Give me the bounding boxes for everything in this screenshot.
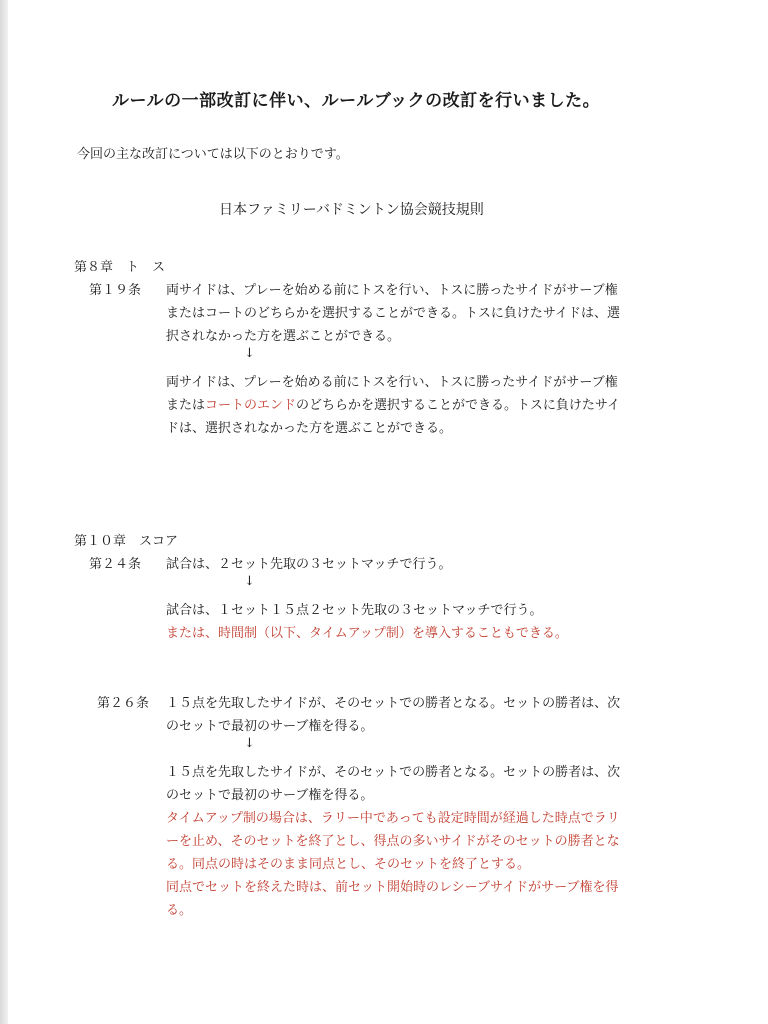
article19-before-line: 両サイドは、プレーを始める前にトスを行い、トスに勝ったサイドがサーブ権: [166, 283, 618, 298]
article19-after-line: 両サイドは、プレーを始める前にトスを行い、トスに勝ったサイドがサーブ権: [166, 375, 618, 390]
article26-added-line: る。同点の時はそのまま同点とし、そのセットを終了とする。: [166, 857, 531, 872]
article26-added-line: 同点でセットを終えた時は、前セット開始時のレシーブサイドがサーブ権を得: [166, 880, 619, 895]
article19-label: 第１９条: [89, 283, 142, 298]
chapter8-heading: 第８章 ト ス: [74, 260, 166, 275]
article26-label: 第２６条: [97, 696, 150, 711]
document-page: [8, 0, 768, 1024]
article26-after-line: １５点を先取したサイドが、そのセットでの勝者となる。セットの勝者は、次: [166, 765, 621, 780]
article19-before-line: またはコートのどちらかを選択することができる。トスに負けたサイドは、選: [166, 306, 620, 321]
article24-added: または、時間制（以下、タイムアップ制）を導入することもできる。: [166, 626, 568, 641]
article26-before-line: １５点を先取したサイドが、そのセットでの勝者となる。セットの勝者は、次: [166, 696, 621, 711]
article26-added-line: タイムアップ制の場合は、ラリー中であっても設定時間が経過した時点でラリ: [166, 811, 620, 826]
page-edge: [0, 0, 8, 1024]
article26-added-line: ーを止め、そのセットを終了とし、得点の多いサイドがそのセットの勝者とな: [166, 834, 620, 849]
down-arrow-icon: ↓: [244, 346, 255, 361]
intro-text: 今回の主な改訂については以下のとおりです。: [77, 147, 349, 162]
article24-after: 試合は、１セット１５点２セット先取の３セットマッチで行う。: [166, 603, 543, 618]
document-subtitle: 日本ファミリーバドミントン協会競技規則: [219, 202, 484, 218]
article26-before-line: のセットで最初のサーブ権を得る。: [166, 719, 374, 734]
article24-label: 第２４条: [89, 557, 142, 572]
article19-after-line: ドは、選択されなかった方を選ぶことができる。: [166, 421, 453, 436]
article24-before: 試合は、２セット先取の３セットマッチで行う。: [166, 557, 452, 572]
down-arrow-icon: ↓: [244, 736, 255, 751]
after-text: または: [166, 398, 206, 413]
article26-after-line: のセットで最初のサーブ権を得る。: [166, 788, 374, 803]
document-title: ルールの一部改訂に伴い、ルールブックの改訂を行いました。: [112, 91, 601, 111]
article19-before-line: 択されなかった方を選ぶことができる。: [166, 329, 401, 344]
chapter10-heading: 第１０章 スコア: [74, 534, 179, 549]
article26-added-line: る。: [166, 903, 193, 918]
after-text: のどちらかを選択することができる。トスに負けたサイ: [296, 398, 620, 413]
down-arrow-icon: ↓: [244, 574, 255, 589]
article19-after-line: [166, 394, 620, 417]
revised-text: コートのエンド: [205, 398, 297, 413]
